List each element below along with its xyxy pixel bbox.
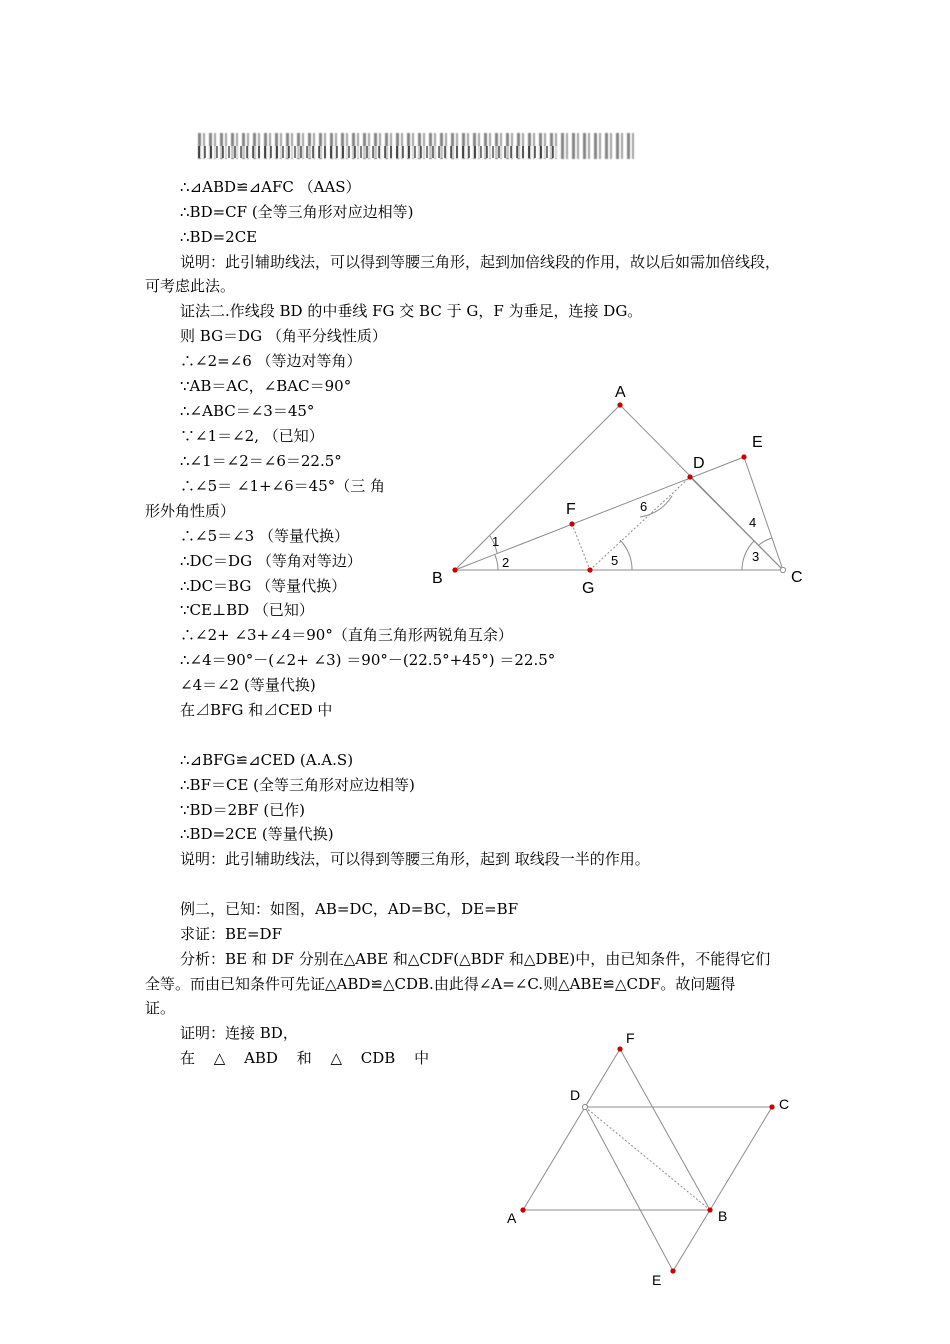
label-d: D (693, 455, 705, 472)
proof-line: ∴BF＝CE (全等三角形对应边相等) (180, 776, 415, 794)
example-title: 例二，已知：如图，AB=DC，AD=BC，DE=BF (180, 900, 519, 918)
proof-line: ∴⊿BFG≌⊿CED (A.A.S) (180, 751, 354, 769)
point-a (520, 1207, 525, 1212)
label-b: B (432, 570, 443, 587)
point-f (569, 521, 574, 526)
proof-line: ∴∠2=∠6 （等边对等角） (180, 352, 362, 370)
label-a: A (507, 1210, 517, 1226)
proof-line: ∵AB＝AC，∠BAC＝90° (180, 377, 352, 395)
proof-line: ∵CE⊥BD （已知） (180, 601, 314, 619)
point-d (582, 1104, 587, 1109)
label-a: A (615, 384, 626, 401)
label-e: E (752, 434, 763, 451)
label-c: C (791, 569, 803, 586)
proof-line: 证法二.作线段 BD 的中垂线 FG 交 BC 于 G，F 为垂足，连接 DG。 (180, 302, 643, 320)
label-f: F (566, 501, 576, 518)
proof-line: ∵∠1＝∠2, （已知） (180, 427, 324, 445)
proof-line: ∴∠ABC＝∠3＝45° (180, 402, 315, 420)
label-b: B (718, 1208, 728, 1224)
proof-line: 求证：BE=DF (180, 925, 282, 943)
proof-line: ∵BD＝2BF (已作) (180, 801, 306, 819)
proof-line: ∴BD=2CE (等量代换) (180, 825, 334, 843)
proof-line: 证。 (145, 999, 176, 1017)
point-f (617, 1046, 622, 1051)
angle-label-3: 3 (752, 549, 760, 564)
figure-parallelogram (500, 1025, 810, 1290)
proof-line: 在 △ ABD 和 △ CDB 中 (180, 1049, 430, 1067)
proof-line: 可考虑此法。 (145, 277, 236, 295)
point-d (687, 474, 692, 479)
proof-line: 证明：连接 BD， (180, 1024, 298, 1042)
proof-line: ∴∠5＝ ∠1+∠6＝45°（三 角 (180, 477, 386, 495)
point-e (670, 1268, 675, 1273)
figure-triangle-abc (420, 370, 820, 600)
proof-line: 则 BG＝DG （角平分线性质） (180, 327, 387, 345)
proof-line: ∴∠2+ ∠3+∠4＝90°（直角三角形两锐角互余） (180, 626, 513, 644)
proof-line: 形外角性质） (145, 502, 236, 520)
point-c (780, 567, 785, 572)
angle-label-4: 4 (749, 515, 757, 530)
point-a (617, 402, 622, 407)
proof-line: ∴⊿ABD≌⊿AFC （AAS） (180, 178, 361, 196)
point-g (587, 567, 592, 572)
label-c: C (779, 1096, 790, 1112)
point-e (741, 454, 746, 459)
proof-line: ∴BD=CF (全等三角形对应边相等) (180, 203, 414, 221)
proof-line: ∴BD=2CE (180, 228, 258, 246)
angle-label-2: 2 (502, 555, 510, 570)
proof-line: ∴DC＝DG （等角对等边） (180, 552, 362, 570)
label-g: G (582, 580, 595, 597)
proof-line: 在⊿BFG 和⊿CED 中 (180, 701, 333, 719)
header-scan-artifact-2 (198, 146, 558, 158)
proof-line: ∠4＝∠2 (等量代换) (180, 676, 316, 694)
angle-label-5: 5 (611, 553, 619, 568)
proof-line: ∴∠4＝90°－(∠2+ ∠3) ＝90°－(22.5°+45°) ＝22.5° (180, 651, 556, 669)
label-e: E (652, 1272, 662, 1288)
proof-line: ∴∠1＝∠2＝∠6＝22.5° (180, 452, 342, 470)
point-b (452, 567, 457, 572)
point-b (707, 1207, 712, 1212)
proof-line: ∴DC＝BG （等量代换） (180, 577, 347, 595)
proof-line: 说明：此引辅助线法，可以得到等腰三角形，起到 取线段一半的作用。 (180, 850, 650, 868)
label-f: F (626, 1030, 635, 1046)
angle-label-6: 6 (640, 499, 648, 514)
proof-line: 全等。而由已知条件可先证△ABD≌△CDB.由此得∠A=∠C.则△ABE≌△CDF。故问题得 (145, 975, 736, 993)
proof-line: ∴∠5＝∠3 （等量代换） (180, 527, 349, 545)
point-c (769, 1104, 774, 1109)
angle-label-1: 1 (492, 534, 500, 549)
label-d: D (570, 1087, 581, 1103)
proof-line: 分析：BE 和 DF 分别在△ABE 和△CDF(△BDF 和△DBE)中，由已知条件，不能得它们 (180, 950, 771, 968)
proof-line: 说明：此引辅助线法，可以得到等腰三角形，起到加倍线段的作用，故以后如需加倍线段， (180, 253, 781, 271)
